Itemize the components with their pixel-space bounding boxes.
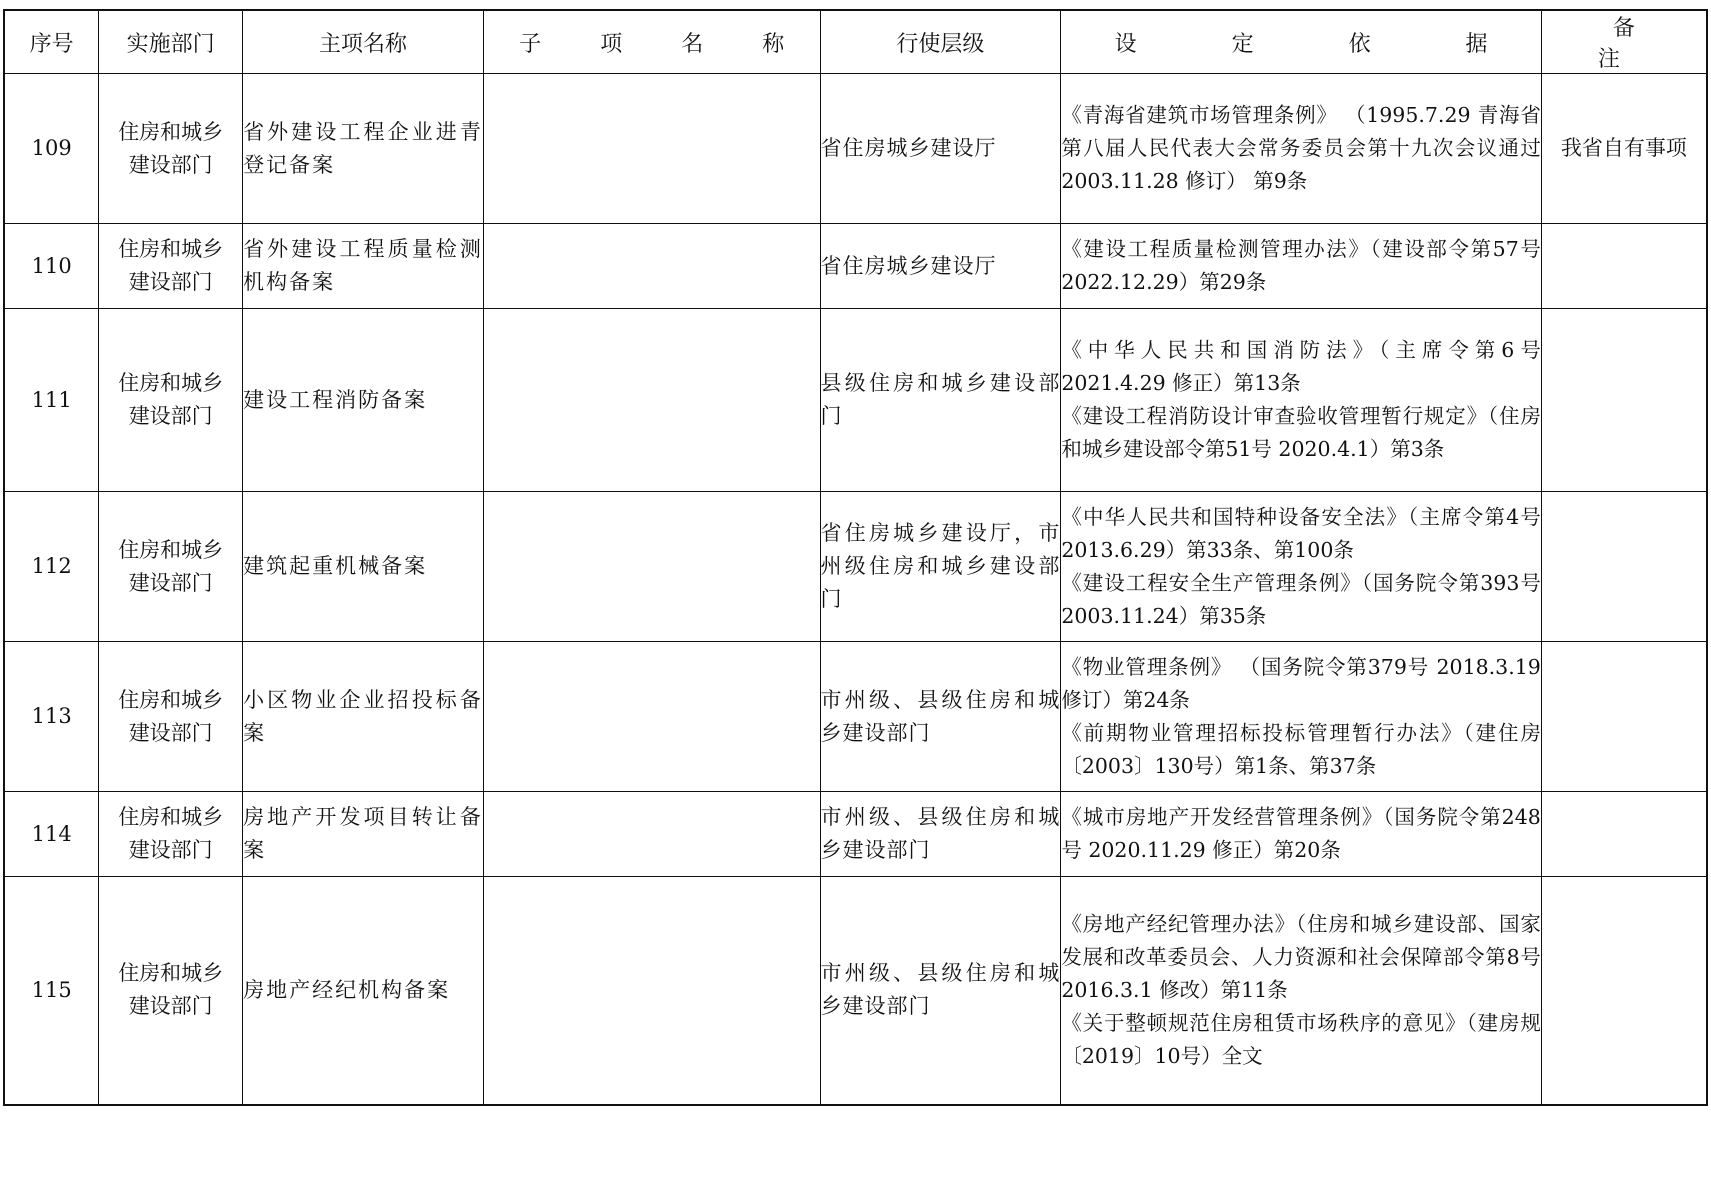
basis-cell: [1061, 792, 1542, 877]
seq-cell: 112: [4, 492, 99, 642]
dept-line: 住房和城乡: [118, 237, 224, 261]
sub-item-cell: [483, 224, 820, 309]
basis-cell: [1061, 224, 1542, 309]
basis-line: 《建设工程消防设计审查验收管理暂行规定》（住房和城乡建设部令第51号 2020.4.1）第3条: [1061, 404, 1541, 461]
table-row: [4, 224, 1707, 309]
dept-cell: [99, 492, 243, 642]
note-cell: [1541, 792, 1707, 877]
dept-line: 建设部门: [128, 838, 213, 862]
basis-line: 《建设工程安全生产管理条例》（国务院令第393号 2003.11.24）第35条: [1061, 570, 1541, 628]
dept-line: 住房和城乡: [118, 371, 224, 395]
dept-cell: [99, 74, 243, 224]
basis-cell: [1061, 877, 1542, 1105]
basis-line: 《中华人民共和国消防法》（主席令第6号 2021.4.29 修正）第13条: [1061, 338, 1541, 395]
note-cell: [1541, 224, 1707, 309]
header-basis: 设 定 依 据: [1061, 10, 1542, 74]
table-row: [4, 74, 1707, 224]
dept-line: 建设部门: [128, 720, 213, 745]
seq-cell: 115: [4, 877, 99, 1105]
header-level: 行使层级: [820, 10, 1061, 74]
level-cell: 县级住房和城乡建设部门: [820, 309, 1061, 492]
sub-item-cell: [483, 492, 820, 642]
basis-cell: [1061, 492, 1542, 642]
note-cell: 我省自有事项: [1541, 74, 1707, 224]
dept-cell: [99, 792, 243, 877]
note-cell: [1541, 492, 1707, 642]
dept-line: 住房和城乡: [118, 119, 224, 144]
level-cell: 省住房城乡建设厅: [820, 74, 1061, 224]
header-main-item: 主项名称: [243, 10, 484, 74]
header-sub-item: 子 项 名 称: [483, 10, 820, 74]
dept-line: 建设部门: [128, 270, 213, 294]
table-row: [4, 642, 1707, 792]
dept-cell: [99, 309, 243, 492]
note-cell: [1541, 877, 1707, 1105]
dept-line: 建设部门: [128, 152, 213, 177]
level-cell: 省住房城乡建设厅，市州级住房和城乡建设部门: [820, 492, 1061, 642]
dept-line: 住房和城乡: [118, 687, 224, 712]
dept-line: 建设部门: [128, 570, 213, 595]
seq-cell: 109: [4, 74, 99, 224]
sub-item-cell: [483, 642, 820, 792]
level-cell: 市州级、县级住房和城乡建设部门: [820, 642, 1061, 792]
main-item-cell: 省外建设工程企业进青登记备案: [243, 74, 484, 224]
main-item-cell: 省外建设工程质量检测机构备案: [243, 224, 484, 309]
main-item-cell: 房地产经纪机构备案: [243, 877, 484, 1105]
main-item-cell: 建设工程消防备案: [243, 309, 484, 492]
dept-cell: [99, 642, 243, 792]
header-row: [4, 10, 1707, 74]
seq-cell: 113: [4, 642, 99, 792]
seq-cell: 114: [4, 792, 99, 877]
header-seq: 序号: [4, 10, 99, 74]
dept-line: 住房和城乡: [118, 961, 224, 986]
table-row: [4, 309, 1707, 492]
dept-cell: [99, 877, 243, 1105]
seq-cell: 110: [4, 224, 99, 309]
basis-line: 《前期物业管理招标投标管理暂行办法》（建住房〔2003〕130号）第1条、第37条: [1061, 720, 1541, 778]
seq-cell: 111: [4, 309, 99, 492]
header-dept: 实施部门: [99, 10, 243, 74]
header-note: 备 注: [1541, 10, 1707, 74]
basis-cell: [1061, 309, 1542, 492]
dept-line: 建设部门: [128, 404, 213, 428]
level-cell: 省住房城乡建设厅: [820, 224, 1061, 309]
basis-line: 《房地产经纪管理办法》（住房和城乡建设部、国家发展和改革委员会、人力资源和社会保障部令第8号 2016.3.1 修改）第11条: [1061, 911, 1541, 1002]
sub-item-cell: [483, 792, 820, 877]
dept-cell: [99, 224, 243, 309]
level-cell: 市州级、县级住房和城乡建设部门: [820, 877, 1061, 1105]
table-row: [4, 792, 1707, 877]
basis-line: 《城市房地产开发经营管理条例》（国务院令第248号 2020.11.29 修正）第20条: [1061, 805, 1541, 862]
main-item-cell: 建筑起重机械备案: [243, 492, 484, 642]
basis-line: 《中华人民共和国特种设备安全法》（主席令第4号 2013.6.29）第33条、第100条: [1061, 504, 1541, 562]
filing-items-table: [3, 9, 1708, 1106]
basis-line: 《建设工程质量检测管理办法》（建设部令第57号 2022.12.29）第29条: [1061, 237, 1541, 294]
note-cell: [1541, 642, 1707, 792]
dept-line: 住房和城乡: [118, 805, 224, 829]
table-row: [4, 877, 1707, 1105]
basis-line: 《关于整顿规范住房租赁市场秩序的意见》（建房规〔2019〕10号）全文: [1061, 1010, 1541, 1068]
level-cell: 市州级、县级住房和城乡建设部门: [820, 792, 1061, 877]
dept-line: 建设部门: [128, 994, 213, 1019]
basis-cell: [1061, 642, 1542, 792]
main-item-cell: 房地产开发项目转让备案: [243, 792, 484, 877]
sub-item-cell: [483, 309, 820, 492]
dept-line: 住房和城乡: [118, 537, 224, 562]
basis-cell: [1061, 74, 1542, 224]
main-item-cell: 小区物业企业招投标备案: [243, 642, 484, 792]
note-cell: [1541, 309, 1707, 492]
table-row: [4, 492, 1707, 642]
sub-item-cell: [483, 74, 820, 224]
basis-line: 《青海省建筑市场管理条例》 （1995.7.29 青海省第八届人民代表大会常务委员会第十九次会议通过 2003.11.28 修订） 第9条: [1061, 103, 1541, 193]
sub-item-cell: [483, 877, 820, 1105]
basis-line: 《物业管理条例》 （国务院令第379号 2018.3.19 修订）第24条: [1061, 654, 1541, 712]
